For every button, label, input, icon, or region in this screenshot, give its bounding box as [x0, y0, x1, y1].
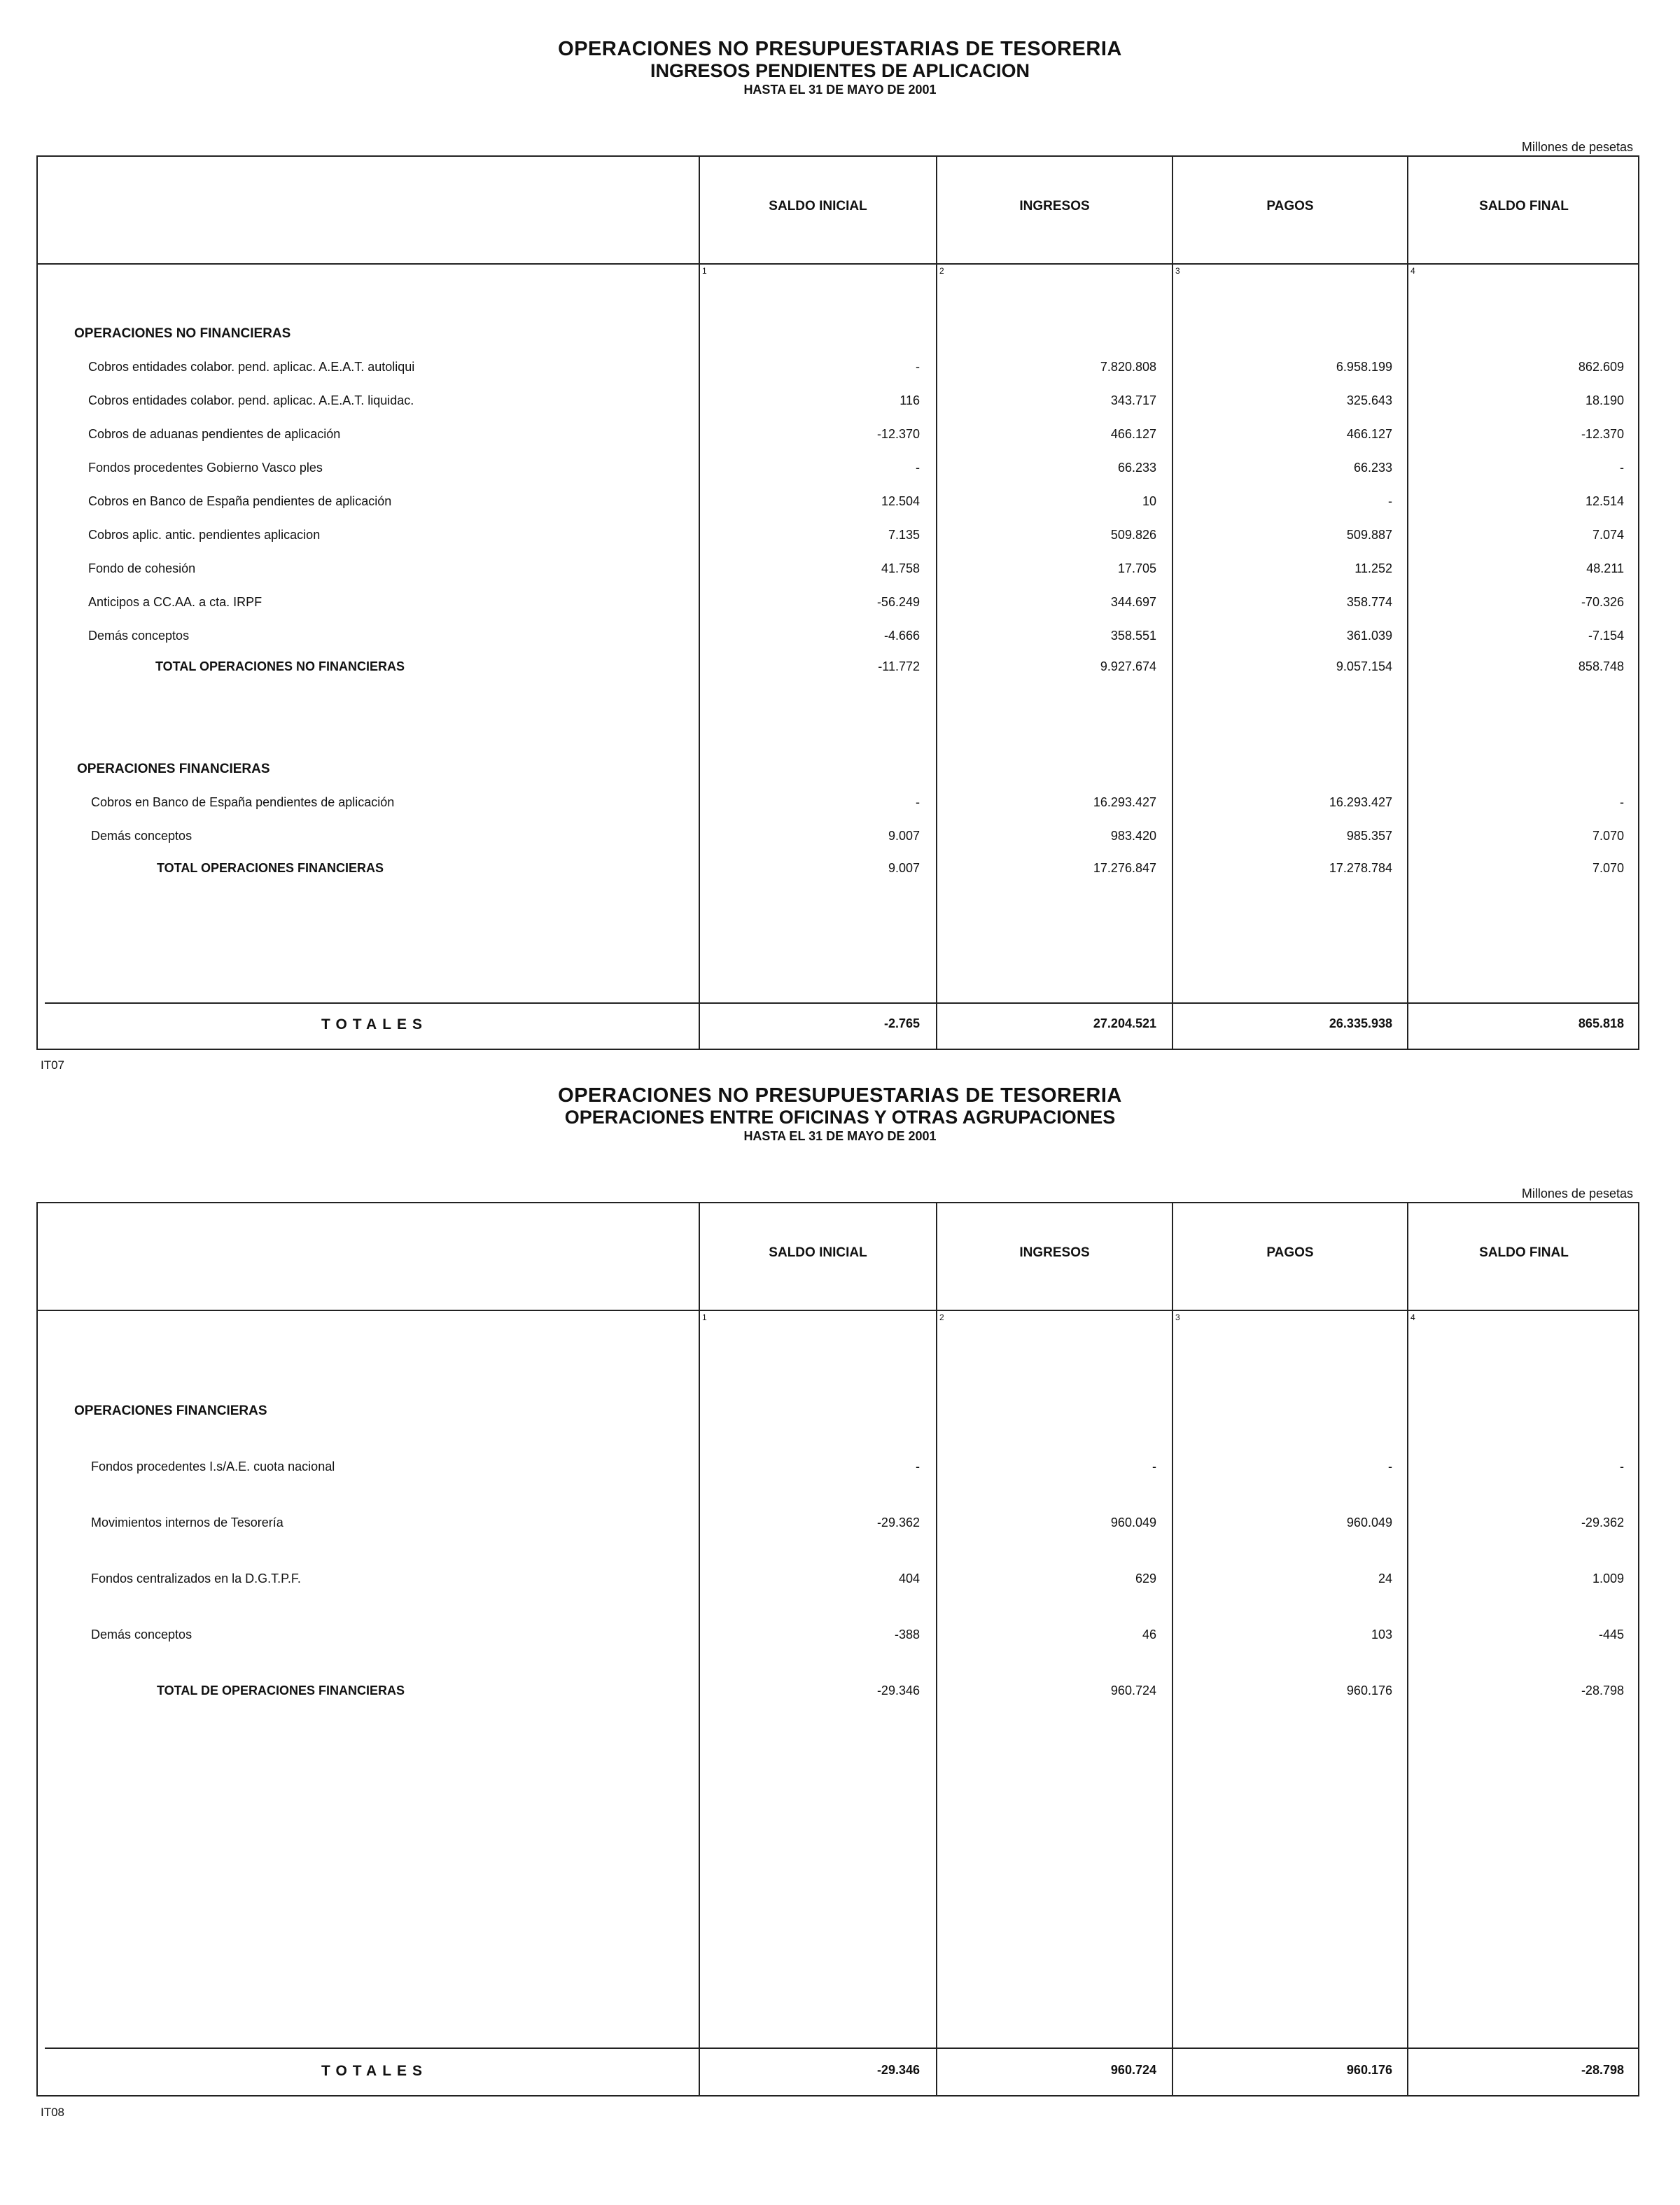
cell-saldo-inicial: -56.249 — [876, 595, 920, 609]
cell-ingresos: 629 — [1135, 1572, 1156, 1586]
cell-saldo-inicial: -11.772 — [878, 659, 920, 673]
table-row — [38, 629, 1641, 648]
cell-saldo-final: -7.154 — [1588, 629, 1624, 643]
cell-saldo-inicial: -29.362 — [876, 1516, 920, 1530]
totals-label: TOTALES — [321, 2063, 428, 2079]
cell-pagos: 9.057.154 — [1336, 659, 1392, 673]
cell-ingresos: 960.049 — [1110, 1516, 1156, 1530]
row-label: Demás conceptos — [91, 1628, 192, 1642]
cell-saldo-final: -445 — [1598, 1628, 1624, 1642]
report-title: OPERACIONES NO PRESUPUESTARIAS DE TESORERIA — [558, 38, 1122, 60]
cell-pagos: 66.233 — [1353, 461, 1392, 475]
cell-ingresos: 9.927.674 — [1100, 659, 1156, 673]
column-header-saldo-final: SALDO FINAL — [1479, 1245, 1569, 1260]
cell-saldo-final: -28.798 — [1581, 1684, 1624, 1698]
table-row — [38, 393, 1641, 413]
row-label: TOTAL OPERACIONES FINANCIERAS — [157, 861, 384, 875]
header-divider — [38, 263, 1638, 265]
column-divider — [1407, 1203, 1408, 2095]
cell-ingresos: 17.276.847 — [1093, 861, 1156, 875]
row-label: Anticipos a CC.AA. a cta. IRPF — [88, 595, 262, 609]
cell-saldo-inicial: 404 — [898, 1572, 920, 1586]
cell-saldo-final: 48.211 — [1586, 561, 1624, 575]
cell-saldo-final: -12.370 — [1581, 427, 1624, 441]
row-label: Fondos centralizados en la D.G.T.P.F. — [91, 1572, 301, 1586]
cell-ingresos: 983.420 — [1110, 829, 1156, 843]
totals-saldo-final: 865.818 — [1578, 1016, 1624, 1030]
row-label: Fondos procedentes I.s/A.E. cuota nacional — [91, 1460, 335, 1474]
column-header-pagos: PAGOS — [1266, 1245, 1314, 1260]
cell-pagos: 358.774 — [1346, 595, 1392, 609]
cell-saldo-inicial: -12.370 — [876, 427, 920, 441]
cell-ingresos: 466.127 — [1110, 427, 1156, 441]
cell-pagos: 466.127 — [1346, 427, 1392, 441]
cell-ingresos: 344.697 — [1110, 595, 1156, 609]
cell-ingresos: 960.724 — [1110, 1684, 1156, 1698]
cell-saldo-final: - — [1620, 461, 1624, 475]
row-label: Cobros entidades colabor. pend. aplicac. A.E.A.T. autoliqui — [88, 360, 415, 374]
column-header-saldo-inicial: SALDO INICIAL — [769, 199, 867, 214]
cell-saldo-final: 7.070 — [1592, 861, 1624, 875]
totals-label: TOTALES — [321, 1016, 428, 1032]
report-title: OPERACIONES NO PRESUPUESTARIAS DE TESORERIA — [558, 1084, 1122, 1107]
cell-saldo-final: 862.609 — [1578, 360, 1624, 374]
column-divider — [699, 1203, 700, 2095]
column-header-saldo-inicial: SALDO INICIAL — [769, 1245, 867, 1260]
column-number: 4 — [1410, 1312, 1415, 1322]
table-row — [38, 528, 1641, 547]
cell-ingresos: 10 — [1142, 494, 1156, 508]
cell-saldo-inicial: - — [916, 1460, 920, 1474]
totals-ingresos: 27.204.521 — [1093, 1016, 1156, 1030]
cell-saldo-inicial: 9.007 — [888, 829, 920, 843]
row-label: Cobros de aduanas pendientes de aplicación — [88, 427, 341, 441]
cell-saldo-final: -70.326 — [1581, 595, 1624, 609]
totals-saldo-inicial: -2.765 — [883, 1016, 920, 1030]
column-number: 1 — [702, 1312, 707, 1322]
table-row — [38, 561, 1641, 581]
cell-pagos: 103 — [1371, 1628, 1392, 1642]
cell-saldo-inicial: 7.135 — [888, 528, 920, 542]
cell-saldo-final: 7.070 — [1592, 829, 1624, 843]
column-divider — [936, 1203, 937, 2095]
column-number: 2 — [939, 1312, 944, 1322]
section-title: OPERACIONES FINANCIERAS — [74, 1404, 267, 1418]
cell-ingresos: 66.233 — [1117, 461, 1156, 475]
cell-saldo-inicial: 41.758 — [881, 561, 920, 575]
cell-saldo-inicial: -4.666 — [883, 629, 920, 643]
cell-saldo-final: 7.074 — [1592, 528, 1624, 542]
row-label: TOTAL DE OPERACIONES FINANCIERAS — [157, 1684, 405, 1698]
column-header-saldo-final: SALDO FINAL — [1479, 199, 1569, 214]
cell-saldo-inicial: -29.346 — [876, 1684, 920, 1698]
cell-saldo-inicial: 9.007 — [888, 861, 920, 875]
cell-saldo-inicial: -388 — [894, 1628, 920, 1642]
column-number: 4 — [1410, 266, 1415, 276]
totals-saldo-inicial: -29.346 — [876, 2063, 920, 2077]
table-row — [38, 494, 1641, 514]
cell-saldo-final: 858.748 — [1578, 659, 1624, 673]
cell-saldo-inicial: - — [916, 461, 920, 475]
column-number: 3 — [1175, 1312, 1180, 1322]
units-label: Millones de pesetas — [1521, 1186, 1633, 1200]
row-label: Cobros entidades colabor. pend. aplicac. A.E.A.T. liquidac. — [88, 393, 414, 407]
cell-pagos: 24 — [1378, 1572, 1392, 1586]
cell-pagos: 6.958.199 — [1336, 360, 1392, 374]
cell-pagos: 17.278.784 — [1329, 861, 1392, 875]
report-code: IT08 — [41, 2106, 65, 2119]
cell-pagos: 16.293.427 — [1329, 795, 1392, 809]
cell-pagos: 325.643 — [1346, 393, 1392, 407]
column-header-ingresos: INGRESOS — [1019, 199, 1090, 214]
row-label: Fondo de cohesión — [88, 561, 196, 575]
cell-saldo-final: 1.009 — [1592, 1572, 1624, 1586]
table-row — [38, 1628, 1641, 1647]
totals-ingresos: 960.724 — [1110, 2063, 1156, 2077]
cell-saldo-inicial: - — [916, 360, 920, 374]
row-label: Demás conceptos — [88, 629, 190, 643]
section-title: OPERACIONES FINANCIERAS — [77, 762, 270, 776]
report-subtitle: INGRESOS PENDIENTES DE APLICACION — [650, 60, 1030, 81]
cell-ingresos: 16.293.427 — [1093, 795, 1156, 809]
column-number: 2 — [939, 266, 944, 276]
section-title: OPERACIONES NO FINANCIERAS — [74, 326, 291, 341]
cell-saldo-inicial: 12.504 — [881, 494, 920, 508]
row-label: Movimientos internos de Tesorería — [91, 1516, 284, 1530]
totals-divider — [45, 1002, 1638, 1004]
cell-pagos: - — [1388, 1460, 1392, 1474]
table-row — [38, 461, 1641, 480]
cell-pagos: 11.252 — [1354, 561, 1392, 575]
cell-saldo-final: - — [1620, 1460, 1624, 1474]
report-table — [36, 155, 1639, 1050]
report-date: HASTA EL 31 DE MAYO DE 2001 — [743, 83, 937, 97]
cell-pagos: 361.039 — [1346, 629, 1392, 643]
cell-pagos: 960.049 — [1346, 1516, 1392, 1530]
cell-pagos: 509.887 — [1346, 528, 1392, 542]
table-row — [38, 427, 1641, 447]
report-table — [36, 1202, 1639, 2096]
cell-ingresos: 17.705 — [1117, 561, 1156, 575]
column-number: 3 — [1175, 266, 1180, 276]
table-row — [38, 595, 1641, 615]
column-header-ingresos: INGRESOS — [1019, 1245, 1090, 1260]
table-row — [38, 1460, 1641, 1479]
cell-ingresos: 7.820.808 — [1100, 360, 1156, 374]
cell-pagos: - — [1388, 494, 1392, 508]
cell-ingresos: 46 — [1142, 1628, 1156, 1642]
row-label: Cobros aplic. antic. pendientes aplicacion — [88, 528, 321, 542]
row-label: Demás conceptos — [91, 829, 192, 843]
subtotal-row — [38, 861, 1641, 881]
row-label: Fondos procedentes Gobierno Vasco ples — [88, 461, 323, 475]
row-label: Cobros en Banco de España pendientes de aplicación — [88, 494, 392, 508]
cell-saldo-final: 18.190 — [1585, 393, 1624, 407]
totals-pagos: 26.335.938 — [1329, 1016, 1392, 1030]
cell-pagos: 985.357 — [1346, 829, 1392, 843]
units-label: Millones de pesetas — [1521, 140, 1633, 154]
cell-saldo-final: -29.362 — [1581, 1516, 1624, 1530]
cell-ingresos: 358.551 — [1110, 629, 1156, 643]
table-row — [38, 1516, 1641, 1535]
table-row — [38, 795, 1641, 815]
cell-saldo-final: 12.514 — [1585, 494, 1624, 508]
column-number: 1 — [702, 266, 707, 276]
column-header-pagos: PAGOS — [1266, 199, 1314, 214]
cell-ingresos: 343.717 — [1110, 393, 1156, 407]
subtotal-row — [38, 659, 1641, 679]
totals-saldo-final: -28.798 — [1581, 2063, 1624, 2077]
row-label: TOTAL OPERACIONES NO FINANCIERAS — [155, 659, 405, 673]
cell-pagos: 960.176 — [1346, 1684, 1392, 1698]
row-label: Cobros en Banco de España pendientes de aplicación — [91, 795, 395, 809]
report-date: HASTA EL 31 DE MAYO DE 2001 — [743, 1129, 937, 1143]
cell-ingresos: 509.826 — [1110, 528, 1156, 542]
report-code: IT07 — [41, 1058, 65, 1072]
cell-saldo-inicial: - — [916, 795, 920, 809]
table-row — [38, 829, 1641, 848]
cell-saldo-final: - — [1620, 795, 1624, 809]
totals-divider — [45, 2047, 1638, 2049]
totals-pagos: 960.176 — [1346, 2063, 1392, 2077]
report-subtitle: OPERACIONES ENTRE OFICINAS Y OTRAS AGRUPACIONES — [564, 1107, 1116, 1128]
table-row — [38, 360, 1641, 379]
cell-ingresos: - — [1152, 1460, 1156, 1474]
header-divider — [38, 1310, 1638, 1311]
cell-saldo-inicial: 116 — [899, 393, 920, 407]
table-row — [38, 1572, 1641, 1591]
subtotal-row — [38, 1684, 1641, 1703]
column-divider — [1172, 1203, 1173, 2095]
